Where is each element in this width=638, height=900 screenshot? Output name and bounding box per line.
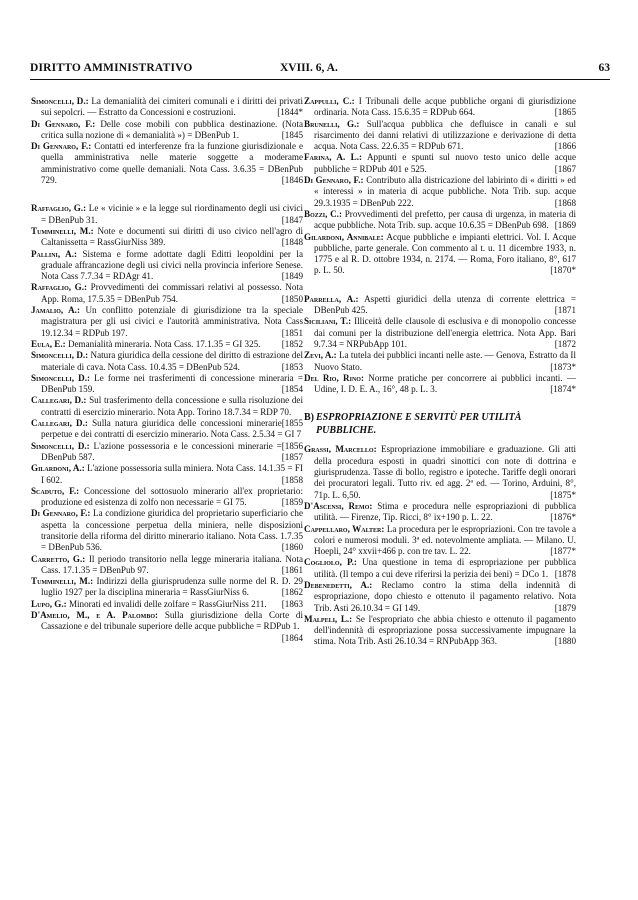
bibliography-entry bbox=[304, 444, 576, 500]
spacer bbox=[304, 395, 576, 412]
entry-author: Callegari, D.: bbox=[31, 418, 88, 429]
entry-author: Tumminelli, M.: bbox=[31, 576, 94, 587]
bibliography-entry bbox=[304, 152, 576, 175]
entry-text: Aspetti giuridici della utenza di corrente elettrica = DBenPub 425. bbox=[314, 293, 576, 316]
bibliography-entry bbox=[304, 373, 576, 396]
bibliography-entry bbox=[304, 209, 576, 232]
entry-number: [1877* bbox=[550, 546, 576, 557]
entry-text: Concessione del sottosuolo minerario all'ex proprietario: produzione ed esistenza di zolfo non necessarie = GI 75. bbox=[41, 485, 303, 508]
entry-text: Sul trasferimento della concessione e sulla risoluzione dei contratti di esercizio minerario. Nota App. Torino 18.7.34 = RDP 70. bbox=[41, 395, 303, 417]
entry-number: [1851 bbox=[281, 327, 303, 338]
entry-author: Farina, A. L.: bbox=[304, 152, 363, 163]
right-column-bottom-entries bbox=[304, 444, 576, 647]
bibliography-entry bbox=[31, 226, 303, 249]
entry-author: Zevi, A.: bbox=[304, 350, 337, 361]
entry-text: Sulla giurisdizione della Corte di Cassazione e del tribunale superiore delle acque pubbliche = RDPub 1. bbox=[41, 610, 303, 632]
bibliography-entry bbox=[304, 614, 576, 648]
entry-number: [1845 bbox=[281, 129, 303, 140]
entry-author: Zappulli, C.: bbox=[304, 96, 355, 106]
entry-number: [1846 bbox=[281, 175, 303, 186]
entry-text: Demanialità mineraria. Nota Cass. 17.1.35 = GI 325. bbox=[67, 338, 261, 349]
entry-number: [1873* bbox=[550, 361, 576, 372]
entry-text: Indirizzi della giurisprudenza sulle norme del R. D. 29 luglio 1927 per la disciplina mineraria = RassGiurNiss 6. bbox=[41, 576, 303, 598]
entry-author: Brunelli, G.: bbox=[304, 118, 360, 129]
entry-author: Cappellaro, Walter: bbox=[304, 523, 385, 534]
entry-number: [1872 bbox=[554, 338, 576, 349]
entry-text: Le « vicinie » e la legge sul riordinamento degli usi civici = DBenPub 31. bbox=[41, 203, 303, 225]
entry-number: [1880 bbox=[554, 636, 576, 647]
right-column-mid-entries bbox=[304, 294, 576, 396]
entry-author: Debenedetti, A.: bbox=[304, 579, 373, 590]
entry-author: D'Ascensi, Remo: bbox=[304, 500, 373, 511]
entry-text: Contatti ed interferenze fra la funzione giurisdizionale e quella amministrativa nelle materie soggette a moderame amministrativo come quelle demaniali. Nota Cass. 3.6.35 = DBenPub 729. bbox=[41, 141, 303, 186]
entry-number: [1844* bbox=[277, 107, 303, 118]
entry-number: [1875* bbox=[550, 489, 576, 500]
entry-number: [1854 bbox=[281, 384, 303, 395]
entry-author: Simoncelli, D.: bbox=[31, 350, 89, 361]
entry-text: Delle cose mobili con pubblica destinazione. (Nota critica sulla nozione di « demanialità ») = DBenPub 1. bbox=[41, 118, 303, 140]
entry-text: Provvedimenti del prefetto, per causa di urgenza, in materia di acque pubbliche. Nota Trib. sup. acque 10.6.35 = DBenPub 698. bbox=[314, 208, 576, 231]
entry-author: Malpeli, L.: bbox=[304, 613, 353, 624]
bibliography-entry bbox=[31, 441, 303, 464]
bibliography-entry bbox=[31, 610, 303, 643]
entry-number: [1861 bbox=[281, 564, 303, 575]
entry-text: Natura giuridica della cessione del diritto di estrazione del materiale di cava. Nota Cass. 10.4.35 = DBenPub 524. bbox=[41, 350, 304, 372]
entry-text: Una questione in tema di espropriazione per pubblica utilità. (Il tempo a cui deve riferirsi la perizia dei beni) = DCo 1. bbox=[314, 557, 576, 579]
entry-text: La procedura per le espropriazioni. Con tre tavole a colori e numerosi moduli. 3ª ed. notevolmente ampliata. — Milano. U. Hoepli, 24° xxvii+466 p. con tre tav. L. 22. bbox=[314, 523, 576, 557]
entry-number: [1852 bbox=[281, 338, 303, 349]
entry-number: [1866 bbox=[554, 141, 576, 152]
entry-author: Lupo, G.: bbox=[31, 598, 67, 609]
entry-number: [1863 bbox=[281, 598, 303, 609]
entry-text: La tutela dei pubblici incanti nelle aste. — Genova, Estratto da Il Nuovo Stato. bbox=[314, 350, 576, 372]
entry-author: Di Gennaro, F.: bbox=[31, 141, 92, 152]
entry-author: Raffaglio, G.: bbox=[31, 203, 87, 214]
bibliography-entry bbox=[31, 486, 303, 509]
entry-text: Contributo alla districazione del labirinto di « diritti » ed « interessi » in materia di acque pubbliche. Nota Trib. sup. acque 29.3.1935 = DBenPub 222. bbox=[314, 175, 576, 208]
bibliography-entry bbox=[31, 350, 303, 373]
bibliography-entry bbox=[304, 175, 576, 209]
section-heading bbox=[304, 412, 576, 437]
entry-number: [1871 bbox=[554, 305, 576, 316]
right-column-top-entries bbox=[304, 96, 576, 277]
entry-text: Acque pubbliche e impianti elettrici. Vol. I. Acque pubbliche, parte generale. Con commento al t. u. 11 dicembre 1933, n. 1775 e al R. D. ottobre 1934, n. 2174. — Roma, Foro italiano, 8°, 617 p. L. 50. bbox=[314, 231, 576, 276]
entry-author: Carretto, G.: bbox=[31, 553, 86, 564]
entry-text: L'azione possessoria e le concessioni minerarie = DBenPub 587. bbox=[41, 440, 282, 462]
bibliography-entry bbox=[304, 557, 576, 580]
entry-text: Se l'espropriato che abbia chiesto e ottenuto il pagamento dell'indennità di espropriazione possa successivamente impugnare la stima. Nota Trib. Asti 26.10.34 = RNPubApp 363. bbox=[314, 613, 576, 647]
page-number: 63 bbox=[598, 62, 610, 74]
bibliography-entry bbox=[31, 463, 303, 486]
running-title: DIRITTO AMMINISTRATIVO bbox=[30, 62, 193, 74]
entry-number: [1876* bbox=[550, 512, 576, 523]
entry-text: Appunti e spunti sul nuovo testo unico delle acque pubbliche = RDPub 401 e 525. bbox=[314, 152, 576, 174]
entry-author: Pallini, A.: bbox=[31, 248, 78, 259]
bibliography-entry bbox=[31, 508, 303, 553]
entry-author: Del Rio, Rino: bbox=[304, 372, 364, 383]
entry-number: [1870* bbox=[550, 265, 576, 276]
section-letter: B) bbox=[304, 412, 314, 424]
entry-number: [1847 bbox=[281, 214, 303, 225]
bibliography-entry bbox=[304, 316, 576, 350]
entry-text: La condizione giuridica del proprietario superficiario che aspetta la concessione perpetua della miniera, nelle disposizioni transitorie della riforma del diritto minerario italiano. Nota Cass. 1.7.35 = DBenPub 536. bbox=[41, 508, 303, 553]
entry-text: Minorati ed invalidi delle zolfare = RassGiurNiss 211. bbox=[68, 598, 267, 609]
entry-author: Bozzi, C.: bbox=[304, 208, 342, 219]
entry-number: [1879 bbox=[554, 602, 576, 613]
entry-number: [1849 bbox=[281, 271, 303, 282]
entry-number: [1860 bbox=[281, 542, 303, 553]
left-column bbox=[31, 96, 303, 644]
entry-author: D'Amelio, M., e A. Palombo: bbox=[31, 610, 159, 621]
bibliography-entry bbox=[31, 554, 303, 577]
entry-author: Scaduto, F.: bbox=[31, 485, 80, 496]
bibliography-entry bbox=[31, 282, 303, 305]
entry-number: [1855 bbox=[281, 418, 303, 429]
entry-text: Le forme nei trasferimenti di concessione mineraria = DBenPub 159. bbox=[41, 372, 303, 395]
entry-author: Simoncelli, D.: bbox=[31, 440, 90, 451]
entry-number: [1878 bbox=[554, 568, 576, 579]
entry-text: Sulla natura giuridica delle concessioni minerarie perpetue e dei contratti di esercizio minerario. Nota Cass. 2.5.34 = GI 7 bbox=[41, 418, 302, 440]
entry-number: [1867 bbox=[554, 163, 576, 174]
bibliography-entry bbox=[31, 599, 303, 610]
entry-author: Di Gennaro, F.: bbox=[31, 118, 96, 129]
bibliography-entry bbox=[304, 524, 576, 558]
entry-number: [1859 bbox=[281, 497, 303, 508]
bibliography-entry bbox=[31, 249, 303, 283]
entry-text: La demanialità dei cimiteri comunali e i diritti dei privati sui sepolcri. — Estratto da Concessioni e costruzioni. bbox=[41, 96, 303, 118]
bibliography-entry bbox=[31, 305, 303, 339]
spacer bbox=[31, 186, 303, 203]
entry-text: Sistema e forme adottate dagli Editti leopoldini per la graduale affrancazione degli usi civici nella provincia inferiore Senese. Nota Cass 7.7.34 = RDAgr 41. bbox=[41, 248, 303, 282]
entry-author: Simoncelli, D.: bbox=[31, 96, 89, 106]
entry-number: [1856 bbox=[281, 440, 303, 451]
right-column bbox=[304, 96, 576, 648]
section-title: ESPROPRIAZIONE E SERVITÙ PER UTILITÀ PUBBLICHE. bbox=[316, 412, 522, 436]
entry-number: [1857 bbox=[281, 451, 303, 462]
spacer bbox=[304, 437, 576, 444]
entry-number: [1864 bbox=[281, 632, 303, 643]
entry-author: Eula, E.: bbox=[31, 338, 66, 349]
bibliography-entry bbox=[304, 119, 576, 153]
section-marker: XVIII. 6, A. bbox=[280, 62, 338, 74]
entry-number: [1874* bbox=[550, 384, 576, 395]
entry-text: Illiceità delle clausole di esclusiva e di monopolio concesse dai comuni per la distribuzione dell'energia elettrica. Nota App. Bari 9.7.34 = NRPubApp 101. bbox=[314, 316, 576, 349]
entry-author: Gilardoni, A.: bbox=[31, 463, 85, 474]
entry-text: L'azione possessoria sulla miniera. Nota Cass. 14.1.35 = FI I 602. bbox=[41, 463, 303, 485]
entry-text: Reclamo contro la stima della indennità di espropriazione, dopo chiesto e ottenuto il pagamento relativo. Nota Trib. Asti 26.10.34 = GI 149. bbox=[314, 579, 577, 613]
entry-text: Un conflitto potenziale di giurisdizione tra la speciale magistratura per gli usi civici e l'autorità amministrativa. Nota Cass 19.12.34 = RDPub 197. bbox=[41, 305, 304, 338]
entry-author: Cogliolo, P.: bbox=[304, 557, 357, 568]
entry-number: [1848 bbox=[281, 237, 303, 248]
bibliography-entry bbox=[31, 119, 303, 142]
entry-number: [1858 bbox=[281, 474, 303, 485]
bibliography-entry bbox=[304, 232, 576, 277]
entry-number: [1869 bbox=[554, 220, 576, 231]
entry-author: Di Gennaro, F.: bbox=[31, 508, 91, 519]
entry-text: Espropriazione immobiliare e graduazione. Gli atti della procedura esposti in quadri sinottici con note di dottrina e giurisprudenza. Tasse di bollo, registro e ipoteche. Tariffe degli onorari dei procuratori legali. Tutto riv. ed agg. 2ª ed. — Torino, Arduini, 8°, 71p. L. 6,50. bbox=[314, 444, 576, 500]
entry-text: Provvedimenti dei commissari relativi al possesso. Nota App. Roma, 17.5.35 = DBenPub 754. bbox=[41, 282, 303, 304]
entry-number: [1850 bbox=[281, 293, 303, 304]
entry-author: Callegari, D.: bbox=[31, 395, 87, 406]
entry-author: Grassi, Marcello: bbox=[304, 444, 377, 455]
entry-text: Note e documenti sui diritti di uso civico nell'agro di Caltanissetta = RassGiurNiss 389. bbox=[41, 225, 303, 248]
entry-author: Simoncelli, D.: bbox=[31, 372, 91, 383]
entry-number: [1865 bbox=[554, 107, 576, 118]
entry-text: Norme pratiche per concorrere ai pubblici incanti. — Udine, I. D. E. A., 16°, 48 p. L. 3. bbox=[314, 372, 576, 395]
entry-number: [1868 bbox=[554, 197, 576, 208]
header-rule bbox=[30, 79, 610, 80]
bibliography-entry bbox=[304, 96, 576, 119]
entry-author: Di Gennaro, F.: bbox=[304, 175, 364, 186]
entry-text: Sull'acqua pubblica che defluisce in canali e sul risarcimento dei danni relativi di utilizzazione e derivazione di detta acqua. Nota Cass. 22.6.35 = RDPub 671. bbox=[314, 118, 577, 152]
entry-number: [1862 bbox=[281, 587, 303, 598]
entry-author: Tumminelli, M.: bbox=[31, 225, 94, 236]
spacer bbox=[304, 277, 576, 294]
bibliography-entry bbox=[304, 580, 576, 614]
bibliography-entry bbox=[31, 576, 303, 599]
entry-author: Raffaglio, G.: bbox=[31, 282, 88, 293]
bibliography-entry bbox=[31, 203, 303, 226]
entry-author: Jamalio, A.: bbox=[31, 305, 80, 316]
entry-author: Siciliani, T.: bbox=[304, 316, 352, 327]
bibliography-entry bbox=[304, 294, 576, 317]
bibliography-entry bbox=[31, 96, 303, 119]
entry-author: Gilardoni, Annibale: bbox=[304, 231, 384, 242]
entry-text: I Tribunali delle acque pubbliche organi di giurisdizione ordinaria. Nota Cass. 15.6.35 = RDPub 664. bbox=[314, 96, 576, 118]
entry-number: [1853 bbox=[281, 361, 303, 372]
bibliography-entry bbox=[31, 373, 303, 396]
bibliography-entry bbox=[31, 339, 303, 350]
entry-text: Stima e procedura nelle espropriazioni di pubblica utilità. — Firenze, Tip. Ricci, 8° ix+190 p. L. 22. bbox=[314, 500, 577, 523]
bibliography-entry bbox=[31, 141, 303, 186]
page-header bbox=[30, 62, 610, 78]
entry-text: Il periodo transitorio nella legge mineraria italiana. Nota Cass. 17.1.35 = DBenPub 97. bbox=[41, 553, 303, 575]
entry-author: Parrella, A.: bbox=[304, 293, 359, 304]
bibliography-entry bbox=[304, 350, 576, 373]
bibliography-entry bbox=[304, 501, 576, 524]
